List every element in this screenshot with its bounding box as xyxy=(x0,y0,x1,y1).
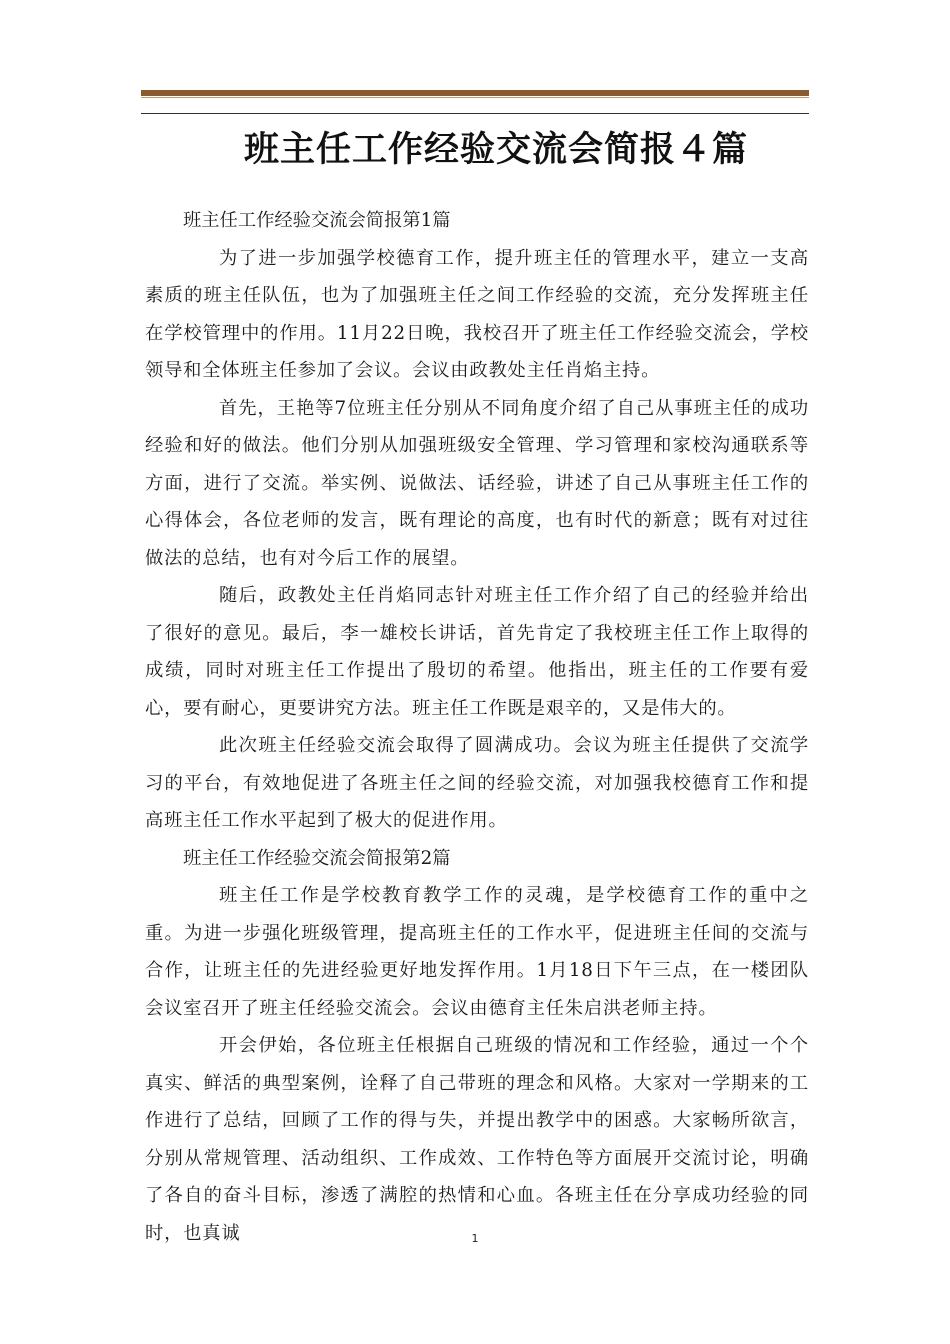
header-rule-thin xyxy=(141,97,809,98)
paragraph: 为了进一步加强学校德育工作，提升班主任的管理水平，建立一支高素质的班主任队伍，也为了加强班主任之间工作经验的交流，充分发挥班主任在学校管理中的作用。11月22日晚，我校召开了班主任工作经验交流会，学校领导和全体班主任参加了会议。会议由政教处主任肖焰主持。 xyxy=(145,247,809,381)
document-title: 班主任工作经验交流会简报４篇 xyxy=(243,130,748,171)
paragraph: 首先，王艳等7位班主任分别从不同角度介绍了自己从事班主任的成功经验和好的做法。他们分别从加强班级安全管理、学习管理和家校沟通联系等方面，进行了交流。举实例、说做法、话经验，讲述了自己从事班主任工作的心得体会，各位老师的发言，既有理论的高度，也有时代的新意；既有对过往做法的总结，也有对今后工作的展望。 xyxy=(145,397,809,569)
document-body xyxy=(145,202,809,1252)
paragraph: 班主任工作是学校教育教学工作的灵魂，是学校德育工作的重中之重。为进一步强化班级管理，提高班主任的工作水平，促进班主任间的交流与合作，让班主任的先进经验更好地发挥作用。1月18日下午三点，在一楼团队会议室召开了班主任经验交流会。会议由德育主任朱启洪老师主持。 xyxy=(145,885,809,1019)
paragraph: 开会伊始，各位班主任根据自己班级的情况和工作经验，通过一个个真实、鲜活的典型案例，诠释了自己带班的理念和风格。大家对一学期来的工作进行了总结，回顾了工作的得与失，并提出教学中的困惑。大家畅所欲言，分别从常规管理、活动组织、工作成效、工作特色等方面展开交流讨论，明确了各自的奋斗目标，渗透了满腔的热情和心血。各班主任在分享成功经验的同时，也真诚 xyxy=(145,1035,809,1244)
section-heading: 班主任工作经验交流会简报第2篇 xyxy=(183,847,451,869)
page-number: 1 xyxy=(471,1232,479,1245)
paragraph: 随后，政教处主任肖焰同志针对班主任工作介绍了自己的经验并给出了很好的意见。最后，李一雄校长讲话，首先肯定了我校班主任工作上取得的成绩，同时对班主任工作提出了殷切的希望。他指出，班主任的工作要有爱心，要有耐心，更要讲究方法。班主任工作既是艰辛的，又是伟大的。 xyxy=(145,585,809,719)
paragraph: 此次班主任经验交流会取得了圆满成功。会议为班主任提供了交流学习的平台，有效地促进了各班主任之间的经验交流，对加强我校德育工作和提高班主任工作水平起到了极大的促进作用。 xyxy=(145,735,809,831)
section-heading: 班主任工作经验交流会简报第1篇 xyxy=(183,210,451,231)
title-underline-rule xyxy=(141,113,809,114)
header-rule-thick xyxy=(141,90,809,96)
